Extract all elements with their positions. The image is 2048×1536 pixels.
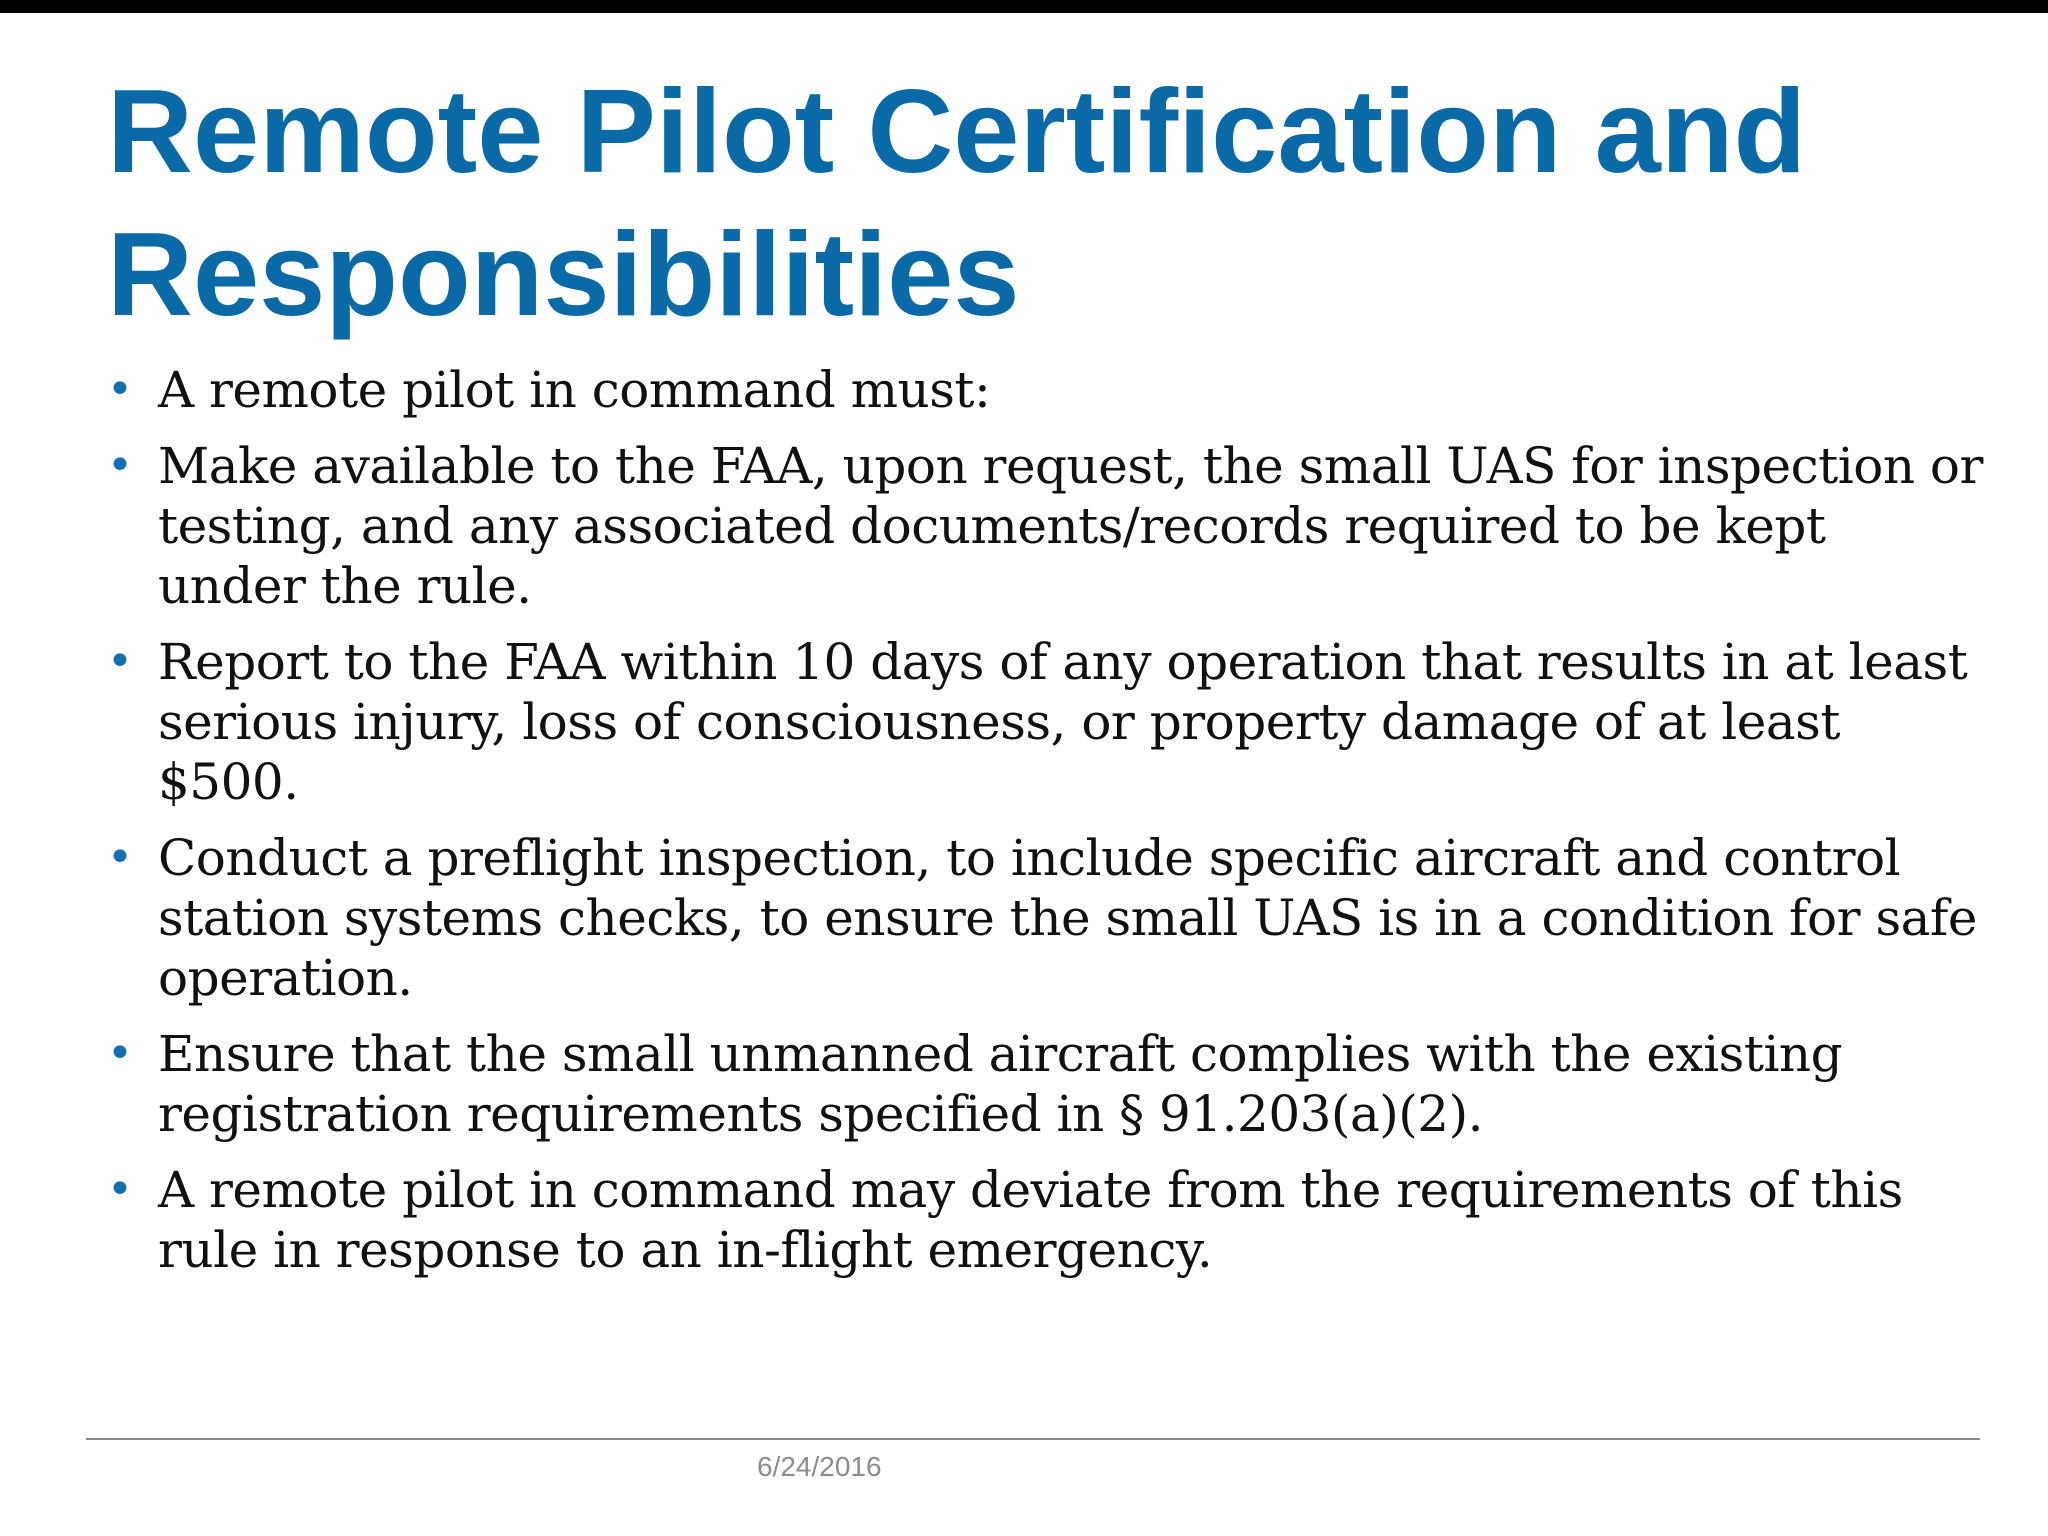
bullet-text: A remote pilot in command must: xyxy=(158,361,991,419)
footer-divider xyxy=(86,1438,1980,1440)
bullet-marker-icon: • xyxy=(107,636,133,687)
bullet-item xyxy=(107,1024,1987,1144)
bullet-marker-icon: • xyxy=(107,364,133,415)
bullet-item xyxy=(107,632,1987,812)
bullet-marker-icon: • xyxy=(107,1164,133,1215)
bullet-item xyxy=(107,436,1987,616)
bullet-text: Report to the FAA within 10 days of any operation that results in at least serious injury, loss of consciousness, or property damage of at least $500. xyxy=(158,633,1968,811)
bullet-marker-icon: • xyxy=(107,440,133,491)
bullet-marker-icon: • xyxy=(107,832,133,883)
top-bar xyxy=(0,0,2048,13)
bullet-item xyxy=(107,828,1987,1008)
bullet-item xyxy=(107,1160,1987,1280)
bullet-marker-icon: • xyxy=(107,1028,133,1079)
bullet-item xyxy=(107,360,1987,420)
footer-date: 6/24/2016 xyxy=(757,1451,882,1482)
bullet-text: Ensure that the small unmanned aircraft complies with the existing registration requirements specified in § 91.203(a)(2). xyxy=(158,1025,1843,1143)
bullet-list xyxy=(107,360,1987,1296)
bullet-text: Make available to the FAA, upon request, the small UAS for inspection or testing, and any associated documents/records required to be kept under the rule. xyxy=(158,437,1983,615)
bullet-text: Conduct a preflight inspection, to include specific aircraft and control station systems checks, to ensure the small UAS is in a condition for safe operation. xyxy=(158,829,1978,1007)
slide-title: Remote Pilot Certification and Responsibilities xyxy=(107,65,1807,341)
bullet-text: A remote pilot in command may deviate from the requirements of this rule in response to an in-flight emergency. xyxy=(158,1161,1903,1279)
